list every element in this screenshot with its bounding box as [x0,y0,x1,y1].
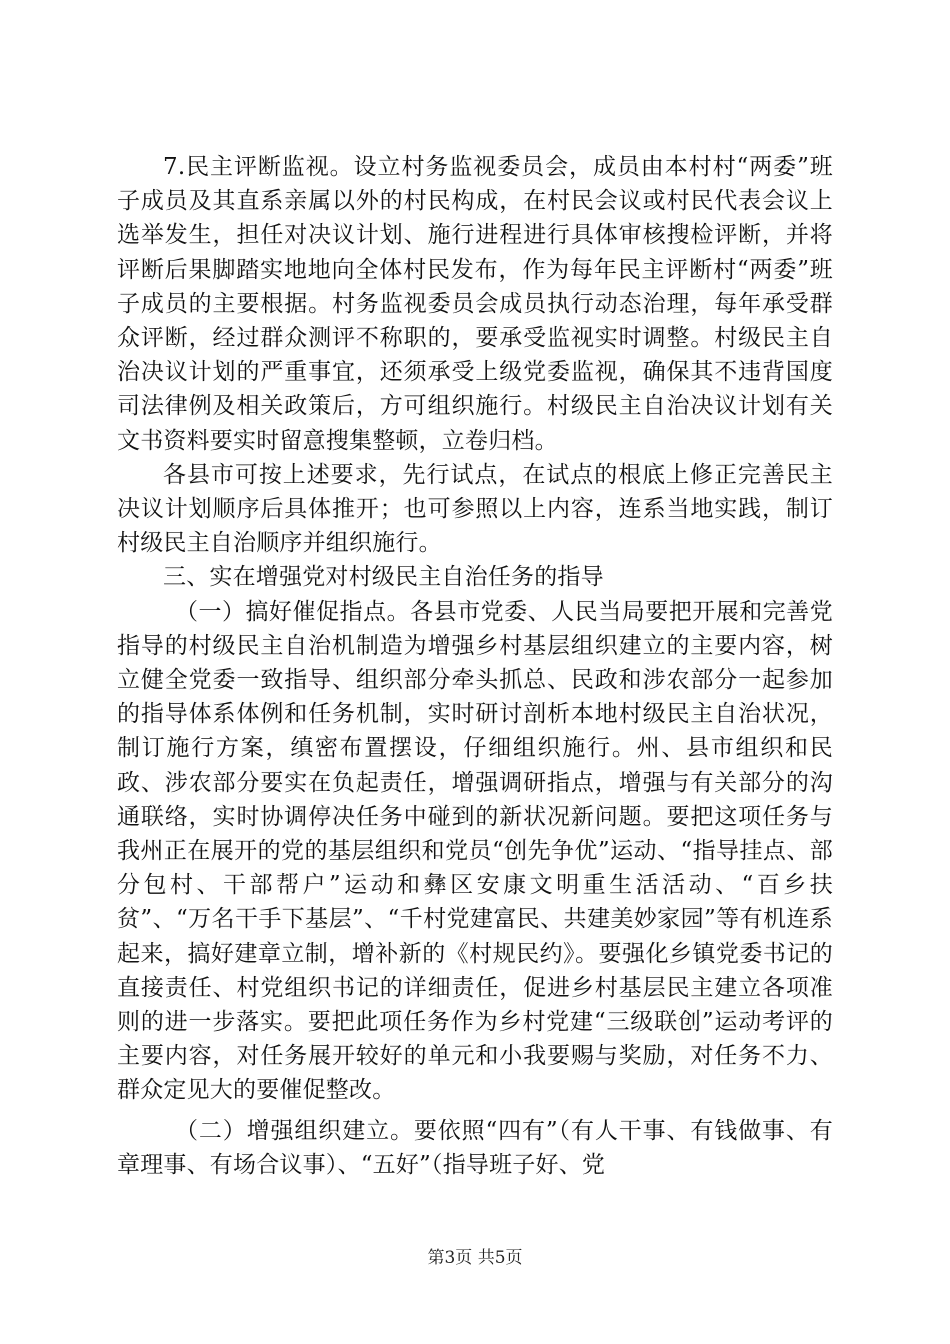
page-number-footer: 第3页 共5页 [427,1248,523,1268]
paragraph-pilot-guidance: 各县市可按上述要求，先行试点，在试点的根底上修正完善民主决议计划顺序后具体推开；也可参照以上内容，连系当地实践，制订村级民主自治顺序并组织施行。 [117,461,833,557]
document-body [117,150,833,1182]
paragraph-organization-building: （二）增强组织建立。要依照“四有”（有人干事、有钱做事、有章理事、有场合议事）、“五好”（指导班子好、党 [117,1117,833,1178]
paragraph-democratic-supervision: 7.民主评断监视。设立村务监视委员会，成员由本村村“两委”班子成员及其直系亲属以外的村民构成，在村民会议或村民代表会议上选举发生，担任对决议计划、施行进程进行具体审核搜检评断，并将评断后果脚踏实地地向全体村民发布，作为每年民主评断村“两委”班子成员的主要根据。村务监视委员会成员执行动态治理，每年承受群众评断，经过群众测评不称职的，要承受监视实时调整。村级民主自治决议计划的严重事宜，还须承受上级党委监视，确保其不违背国度司法律例及相关政策后，方可组织施行。村级民主自治决议计划有关文书资料要实时留意搜集整顿，立卷归档。 [117,154,833,454]
paragraph-supervision-guidance: （一）搞好催促指点。各县市党委、人民当局要把开展和完善党指导的村级民主自治机制造为增强乡村基层组织建立的主要内容，树立健全党委一致指导、组织部分牵头抓总、民政和涉农部分一起参加的指导体系体例和任务机制，实时研讨剖析本地村级民主自治状况，制订施行方案，缜密布置摆设，仔细组织施行。州、县市组织和民政、涉农部分要实在负起责任，增强调研指点，增强与有关部分的沟通联络，实时协调停决任务中碰到的新状况新问题。要把这项任务与我州正在展开的党的基层组织和党员“创先争优”运动、“指导挂点、部分包村、干部帮户”运动和彝区安康文明重生活活动、“百乡扶贫”、“万名干手下基层”、“千村党建富民、共建美妙家园”等有机连系起来，搞好建章立制，增补新的《村规民约》。要强化乡镇党委书记的直接责任、村党组织书记的详细责任，促进乡村基层民主建立各项准则的进一步落实。要把此项任务作为乡村党建“三级联创”运动考评的主要内容，对任务展开较好的单元和小我要赐与奖励，对任务不力、群众定见大的要催促整改。 [117,598,833,1104]
section-heading-party-leadership: 三、实在增强党对村级民主自治任务的指导 [163,564,604,591]
